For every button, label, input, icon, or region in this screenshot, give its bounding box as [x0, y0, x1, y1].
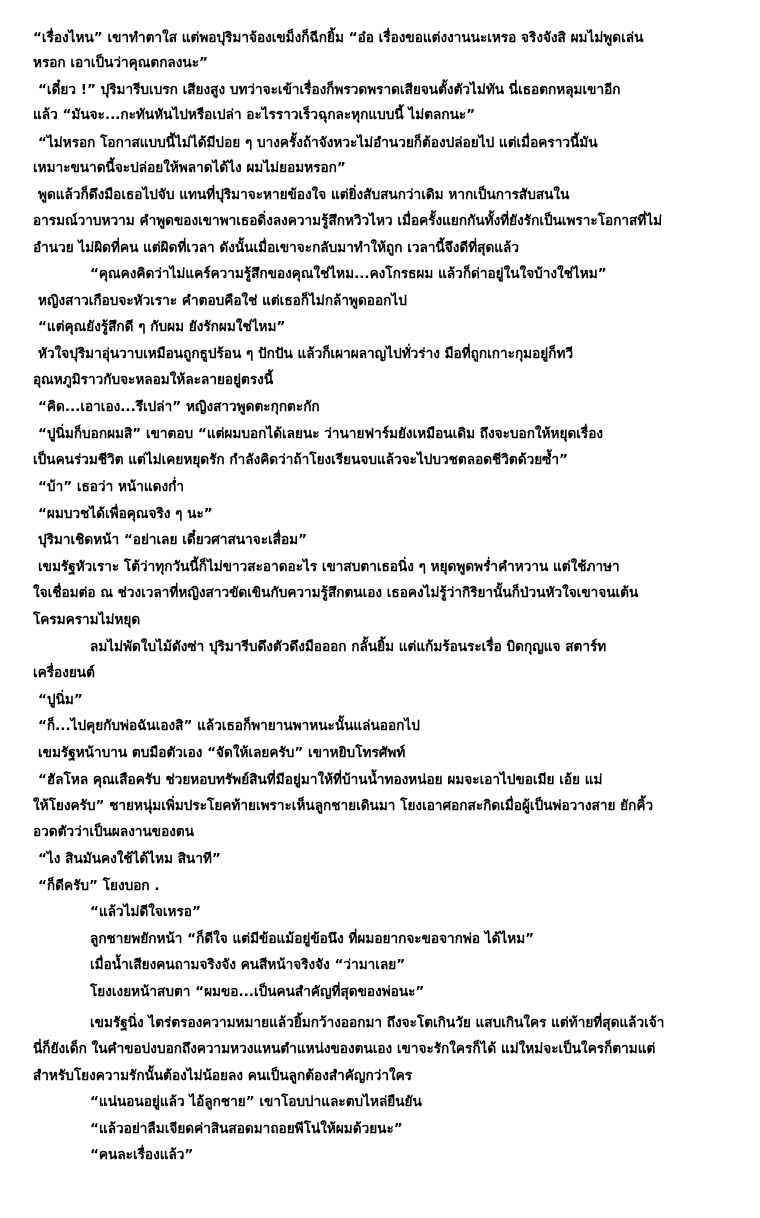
text-line: เขมรัฐหน้าบาน ตบมือตัวเอง “จัดให้เลยครับ” เขาหยิบโทรศัพท์: [38, 745, 406, 761]
text-line: เขมรัฐนิ่ง ไตร่ตรองความหมายแล้วยิ้มกว้างออกมา ถึงจะโตเกินวัย แสบเกินใคร แต่ท้ายที่สุดแล้วเจ้า: [90, 1015, 665, 1031]
text-line: หัวใจปุริมาอุ่นวาบเหมือนถูกธูปร้อน ๆ ปักปัน แล้วก็เผาผลาญไปทั่วร่าง มือที่ถูกเกาะกุมอยู่ก็ทวี: [38, 346, 574, 362]
text-line: “ฮัลโหล คุณเสือครับ ช่วยหอบทรัพย์สินที่มีอยู่มาให้ที่บ้านน้ำทองหน่อย ผมจะเอาไปขอเมีย เอ้ย แม่: [38, 772, 603, 788]
text-line: โครมครามไม่หยุด: [33, 612, 141, 628]
text-line: ให้โยงครับ” ชายหนุ่มเพิ่มประโยคท้ายเพราะเห็นลูกชายเดินมา โยงเอาศอกสะกิดเมื่อผู้เป็นพ่อวางสาย ยักคิ้ว: [33, 798, 654, 814]
text-line: หญิงสาวเกือบจะหัวเราะ คำตอบคือใช่ แต่เธอก็ไม่กล้าพูดออกไป: [38, 293, 407, 309]
text-line: อารมณ์วาบหวาม คำพูดของเขาพาเธอดิ่งลงความรู้สึกหวิวไหว เมื่อครั้งแยกกันทั้งที่ยังรักเป็นเพราะโอกาสที่ไม่: [33, 213, 663, 229]
text-line: ปุริมาเชิดหน้า “อย่าเลย เดี๋ยวศาสนาจะเสื่อม”: [38, 532, 308, 548]
text-line: “ปูนิ่ม”: [38, 692, 83, 708]
text-line: “ไง สินมันคงใช้ได้ไหม สินาที”: [38, 851, 221, 867]
text-line: “คนละเรื่องแล้ว”: [90, 1147, 194, 1163]
text-line: “แล้วไม่ดีใจเหรอ”: [90, 904, 201, 920]
text-line: เขมรัฐหัวเราะ โต้ว่าทุกวันนี้ก็ไม่ขาวสะอาดอะไร เขาสบตาเธอนิ่ง ๆ หยุดพูดพร่ำคำหวาน แต่ใช้ภาษา: [38, 559, 620, 575]
text-line: “เรื่องไหน” เขาทำตาใส แต่พอปุริมาจ้องเขม็งก็ฉีกยิ้ม “อ๋อ เรื่องขอแต่งงานนะเหรอ จริงจังสิ ผมไม่พูดเล่น: [33, 30, 644, 46]
text-line: เมื่อน้ำเสียงคนถามจริงจัง คนสีหน้าจริงจัง “ว่ามาเลย”: [90, 957, 406, 973]
text-line: เป็นคนร่วมชีวิต แต่ไม่เคยหยุดรัก กำลังคิดว่าถ้าโยงเรียนจบแล้วจะไปบวชตลอดชีวิตด้วยซ้ำ”: [33, 452, 568, 468]
text-line: เหมาะขนาดนี้จะปล่อยให้พลาดได้ไง ผมไม่ยอมหรอก”: [33, 160, 346, 176]
text-line: “ผมบวชได้เพื่อคุณจริง ๆ นะ”: [38, 506, 213, 522]
text-line: อำนวย ไม่ผิดที่คน แต่ผิดที่เวลา ดังนั้นเมื่อเขาจะกลับมาทำให้ถูก เวลานี้จึงดีที่สุดแล้ว: [33, 240, 520, 256]
text-line: “บ้า” เธอว่า หน้าแดงก่ำ: [38, 479, 184, 495]
text-line: “แล้วอย่าลืมเจียดค่าสินสอดมาถอยพีโน่ให้ผมด้วยนะ”: [90, 1121, 403, 1137]
text-line: ลมไม่พัดใบไม้ดังซ่า ปุริมารีบดึงตัวดึงมือออก กลั้นยิ้ม แต่แก้มร้อนระเรื่อ บิดกุญแจ สตาร์ท: [90, 639, 607, 655]
text-line: พูดแล้วก็ดึงมือเธอไปจับ แทนที่ปุริมาจะหายข้องใจ แต่ยิ่งสับสนกว่าเดิม หากเป็นการสับสนใน: [38, 187, 570, 203]
text-line: “ปูนิ่มก็บอกผมสิ” เขาตอบ “แต่ผมบอกได้เลยนะ ว่านายฟาร์มยังเหมือนเดิม ถึงจะบอกให้หยุดเรื่อง: [38, 426, 604, 442]
text-line: “ก็...ไปคุยกับพ่อฉันเองสิ” แล้วเธอก็พายานพาหนะนั้นแล่นออกไป: [38, 718, 420, 734]
text-line: “เดี๋ยว !” ปุริมารีบเบรก เสียงสูง บทว่าจะเข้าเรื่องก็พรวดพราดเสียจนตั้งตัวไม่ทัน นี่เธอตกหลุมเขาอีก: [38, 82, 621, 98]
text-line: หรอก เอาเป็นว่าคุณตกลงนะ”: [33, 55, 208, 71]
text-line: นี่ก็ยังเด็ก ในคำขอบ่งบอกถึงความหวงแหนตำแหน่งของตนเอง เขาจะรักใครก็ได้ แม่ใหม่จะเป็นใครก็ตามแต่: [33, 1041, 656, 1057]
text-line: แล้ว “มันจะ...กะทันหันไปหรือเปล่า อะไรราวเร็วฉุกละหุกแบบนี้ ไม่ตลกนะ”: [33, 107, 476, 123]
text-line: “คิด...เอาเอง...รึเปล่า” หญิงสาวพูดตะกุกตะกัก: [38, 399, 320, 415]
text-line: โยงเงยหน้าสบตา “ผมขอ...เป็นคนสำคัญที่สุดของพ่อนะ”: [90, 984, 425, 1000]
text-line: “ไม่หรอก โอกาสแบบนี้ไม่ได้มีบ่อย ๆ บางครั้งถ้าจังหวะไม่อำนวยก็ต้องปล่อยไป แต่เมื่อคราวนี้มัน: [38, 135, 598, 151]
text-line: ลูกชายพยักหน้า “ก็ดีใจ แต่มีข้อแม้อยู่ข้อนึง ที่ผมอยากจะขอจากพ่อ ได้ไหม”: [90, 931, 535, 947]
text-line: “ก็ดีครับ” โยงบอก .: [38, 878, 160, 894]
text-line: อุณหภูมิราวกับจะหลอมให้ละลายอยู่ตรงนี้: [33, 372, 274, 388]
text-line: อวดตัวว่าเป็นผลงานของตน: [33, 824, 194, 840]
text-line: “แต่คุณยังรู้สึกดี ๆ กับผม ยังรักผมใช่ไหม”: [38, 319, 286, 335]
text-line: ใจเชื่อมต่อ ณ ช่วงเวลาที่หญิงสาวขัดเขินกับความรู้สึกตนเอง เธอคงไม่รู้ว่ากิริยานั้นก็ป่วนหัวใจเขาจนเต้น: [33, 585, 639, 601]
text-line: เครื่องยนต์: [33, 665, 95, 681]
text-line: “แน่นอนอยู่แล้ว ไอ้ลูกชาย” เขาโอบบ่าและตบไหล่ยืนยัน: [90, 1094, 422, 1110]
text-line: “คุณคงคิดว่าไม่แคร์ความรู้สึกของคุณใช่ไหม...คงโกรธผม แล้วก็ด่าอยู่ในใจบ้างใช่ไหม”: [90, 266, 607, 282]
text-line: สำหรับโยงความรักนั้นต้องไม่น้อยลง คนเป็นลูกต้องสำคัญกว่าใคร: [33, 1068, 412, 1084]
